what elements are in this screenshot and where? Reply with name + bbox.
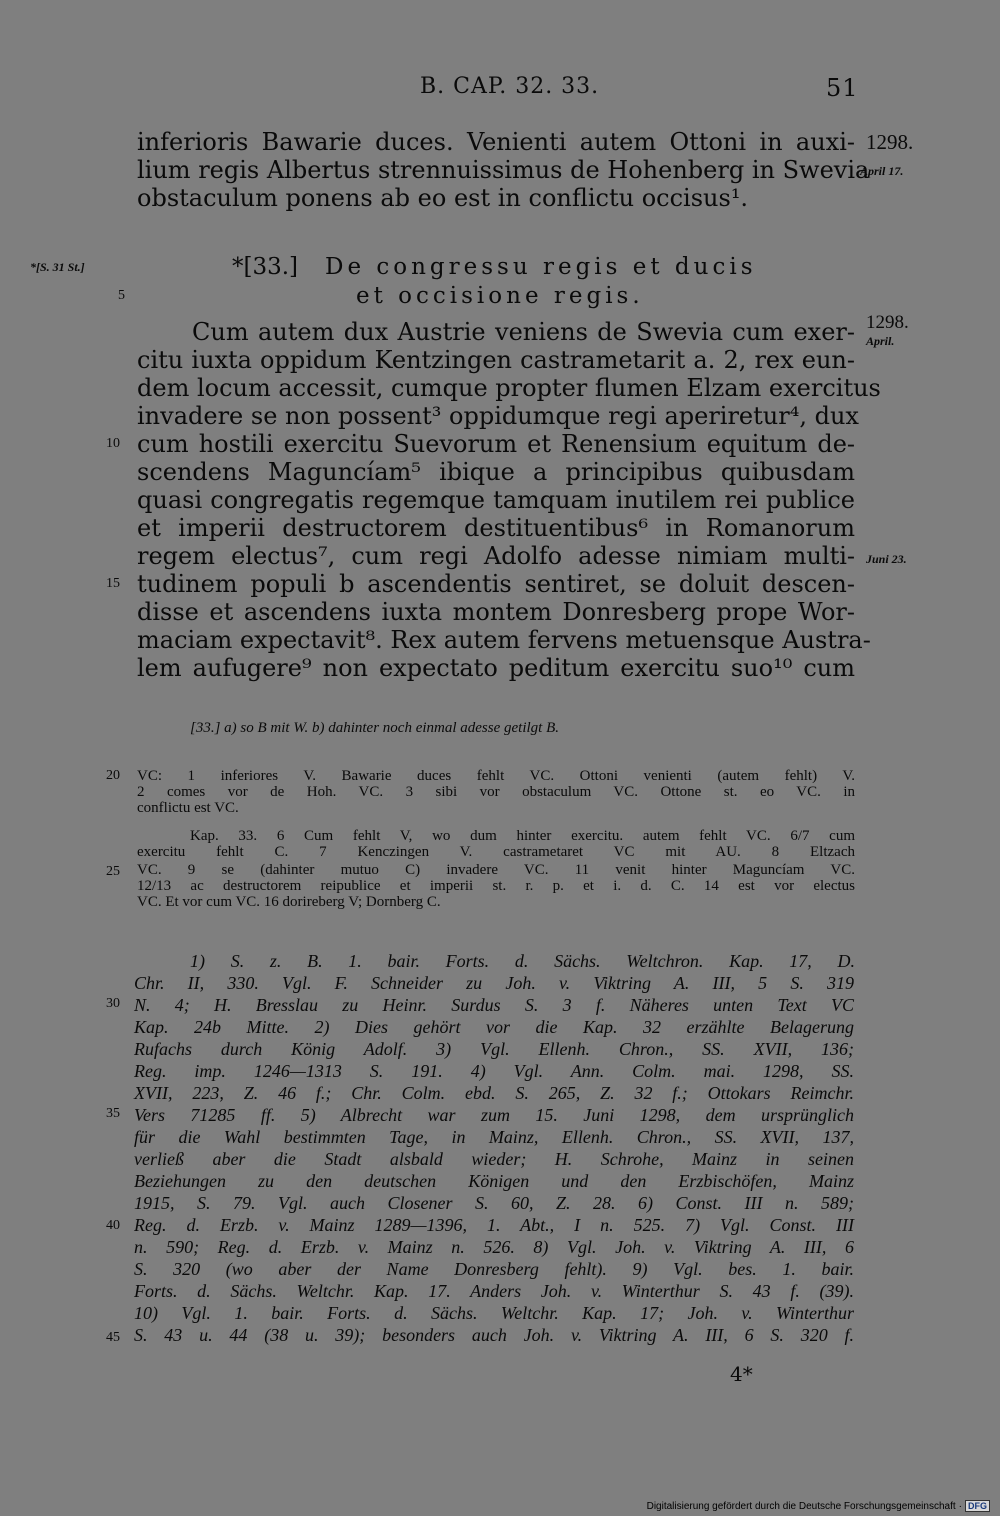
- footnote-line: verließ aber die Stadt alsbald wieder; H. Schrohe, Mainz in seinen: [134, 1149, 854, 1169]
- footnote-line: Beziehungen zu den deutschen Königen und den Erzbischöfen, Mainz: [134, 1171, 854, 1191]
- margin-year: 1298.: [866, 130, 914, 154]
- text-line: et imperii destructorem destituentibus⁶ in Romanorum: [137, 514, 855, 542]
- footnote-line: n. 590; Reg. d. Erzb. v. Mainz n. 526. 8) Vgl. Joh. v. Viktring A. III, 6: [134, 1237, 854, 1257]
- text-line: dem locum accessit, cumque propter flumen Elzam exercitus: [137, 374, 881, 402]
- text-line: lium regis Albertus strennuissimus de Hohenberg in Swevia: [137, 156, 870, 184]
- footnote-line: 10) Vgl. 1. bair. Forts. d. Sächs. Weltchr. Kap. 17; Joh. v. Winterthur: [134, 1303, 854, 1323]
- line-number: 40: [106, 1218, 120, 1233]
- line-number: 10: [106, 436, 120, 451]
- variant-line: VC. Et vor cum VC. 16 dorireberg V; Dornberg C.: [137, 894, 441, 910]
- margin-date: Juni 23.: [866, 552, 907, 566]
- text-line: disse et ascendens iuxta montem Donresberg prope Wor-: [137, 598, 855, 626]
- running-title: B. CAP. 32. 33.: [420, 74, 600, 99]
- variant-line: 2 comes vor de Hoh. VC. 3 sibi vor obstaculum VC. Ottone st. eo VC. in: [137, 784, 855, 800]
- text-line: maciam expectavit⁸. Rex autem fervens metuensque Austra-: [137, 626, 871, 654]
- line-number: 25: [106, 864, 120, 879]
- footnote-line: S. 320 (wo aber der Name Donresberg fehlt). 9) Vgl. bes. 1. bair.: [134, 1259, 854, 1279]
- line-number: 45: [106, 1330, 120, 1345]
- variant-line: VC. 9 se (dahinter mutuo C) invadere VC. 11 venit hinter Maguncíam VC.: [137, 862, 855, 878]
- line-number: 5: [118, 288, 125, 303]
- apparatus-note: [33.] a) so B mit W. b) dahinter noch einmal adesse getilgt B.: [190, 720, 559, 736]
- margin-date: April.: [866, 334, 895, 348]
- footnote-line: Vers 71285 ff. 5) Albrecht war zum 15. Juni 1298, dem ursprünglich: [134, 1105, 854, 1125]
- variant-line: VC: 1 inferiores V. Bawarie duces fehlt VC. Ottoni venienti (autem fehlt) V.: [137, 768, 855, 784]
- text-line: regem electus⁷, cum regi Adolfo adesse nimiam multi-: [137, 542, 855, 570]
- footnote-line: XVII, 223, Z. 46 f.; Chr. Colm. ebd. S. 265, Z. 32 f.; Ottokars Reimchr.: [134, 1083, 854, 1103]
- text-line: scendens Maguncíam⁵ ibique a principibus quibusdam: [137, 458, 855, 486]
- text-line: tudinem populi b ascendentis sentiret, se doluit descen-: [137, 570, 855, 598]
- footnote-line: Reg. d. Erzb. v. Mainz 1289—1396, 1. Abt., I n. 525. 7) Vgl. Const. III: [134, 1215, 854, 1235]
- text-line: obstaculum ponens ab eo est in conflictu occisus¹.: [137, 184, 749, 212]
- text-line: invadere se non possent³ oppidumque regi aperiretur⁴, dux: [137, 402, 859, 430]
- page-number: 51: [826, 74, 859, 102]
- footnote-line: 1) S. z. B. 1. bair. Forts. d. Sächs. Weltchron. Kap. 17, D.: [190, 951, 855, 971]
- variant-line: 12/13 ac destructorem reipublice et imperii st. r. p. et i. d. C. 14 est vor electus: [137, 878, 855, 894]
- margin-date: April 17.: [860, 164, 904, 178]
- footer-text: Digitalisierung gefördert durch die Deutsche Forschungsgemeinschaft: [646, 1500, 956, 1512]
- line-number: 20: [106, 768, 120, 783]
- footnote-line: 1915, S. 79. Vgl. auch Closener S. 60, Z. 28. 6) Const. III n. 589;: [134, 1193, 854, 1213]
- footer-separator: ·: [958, 1500, 962, 1512]
- chapter-title: De congressu regis et ducis: [325, 254, 757, 280]
- footnote-line: Kap. 24b Mitte. 2) Dies gehört vor die Kap. 32 erzählte Belagerung: [134, 1017, 854, 1037]
- footnote-line: Forts. d. Sächs. Weltchr. Kap. 17. Anders Joh. v. Winterthur S. 43 f. (39).: [134, 1281, 854, 1301]
- line-number: 30: [106, 996, 120, 1011]
- margin-reference: *[S. 31 St.]: [30, 260, 85, 274]
- digitization-footer: [647, 1500, 990, 1512]
- footnote-line: Rufachs durch König Adolf. 3) Vgl. Ellenh. Chron., SS. XVII, 136;: [134, 1039, 854, 1059]
- footnote-line: für die Wahl bestimmten Tage, in Mainz, Ellenh. Chron., SS. XVII, 137,: [134, 1127, 854, 1147]
- signature-mark: 4*: [730, 1362, 753, 1386]
- footnote-line: S. 43 u. 44 (38 u. 39); besonders auch Joh. v. Viktring A. III, 6 S. 320 f.: [134, 1325, 854, 1345]
- text-line: quasi congregatis regemque tamquam inutilem rei publice: [137, 486, 855, 514]
- variant-line: Kap. 33. 6 Cum fehlt V, wo dum hinter exercitu. autem fehlt VC. 6/7 cum: [190, 828, 855, 844]
- footnote-line: N. 4; H. Bresslau zu Heinr. Surdus S. 3 f. Näheres unten Text VC: [134, 995, 854, 1015]
- text-line: citu iuxta oppidum Kentzingen castrametarit a. 2, rex eun-: [137, 346, 855, 374]
- chapter-title-line2: et occisione regis.: [356, 283, 644, 309]
- text-line: inferioris Bawarie duces. Venienti autem Ottoni in auxi-: [137, 128, 855, 156]
- margin-year: 1298.: [866, 312, 909, 333]
- text-line: cum hostili exercitu Suevorum et Renensium equitum de-: [137, 430, 855, 458]
- line-number: 35: [106, 1106, 120, 1121]
- footnote-line: Chr. II, 330. Vgl. F. Schneider zu Joh. v. Viktring A. III, 5 S. 319: [134, 973, 854, 993]
- variant-line: exercitu fehlt C. 7 Kenczingen V. castrametaret VC mit AU. 8 Eltzach: [137, 844, 855, 860]
- dfg-logo: DFG: [965, 1500, 990, 1512]
- text-line: lem aufugere⁹ non expectato peditum exercitu suo¹⁰ cum: [137, 654, 855, 682]
- line-number: 15: [106, 576, 120, 591]
- chapter-number: *[33.]: [232, 254, 299, 280]
- text-line: Cum autem dux Austrie veniens de Swevia cum exer-: [192, 318, 855, 346]
- variant-line: conflictu est VC.: [137, 800, 239, 816]
- footnote-line: Reg. imp. 1246—1313 S. 191. 4) Vgl. Ann. Colm. mai. 1298, SS.: [134, 1061, 854, 1081]
